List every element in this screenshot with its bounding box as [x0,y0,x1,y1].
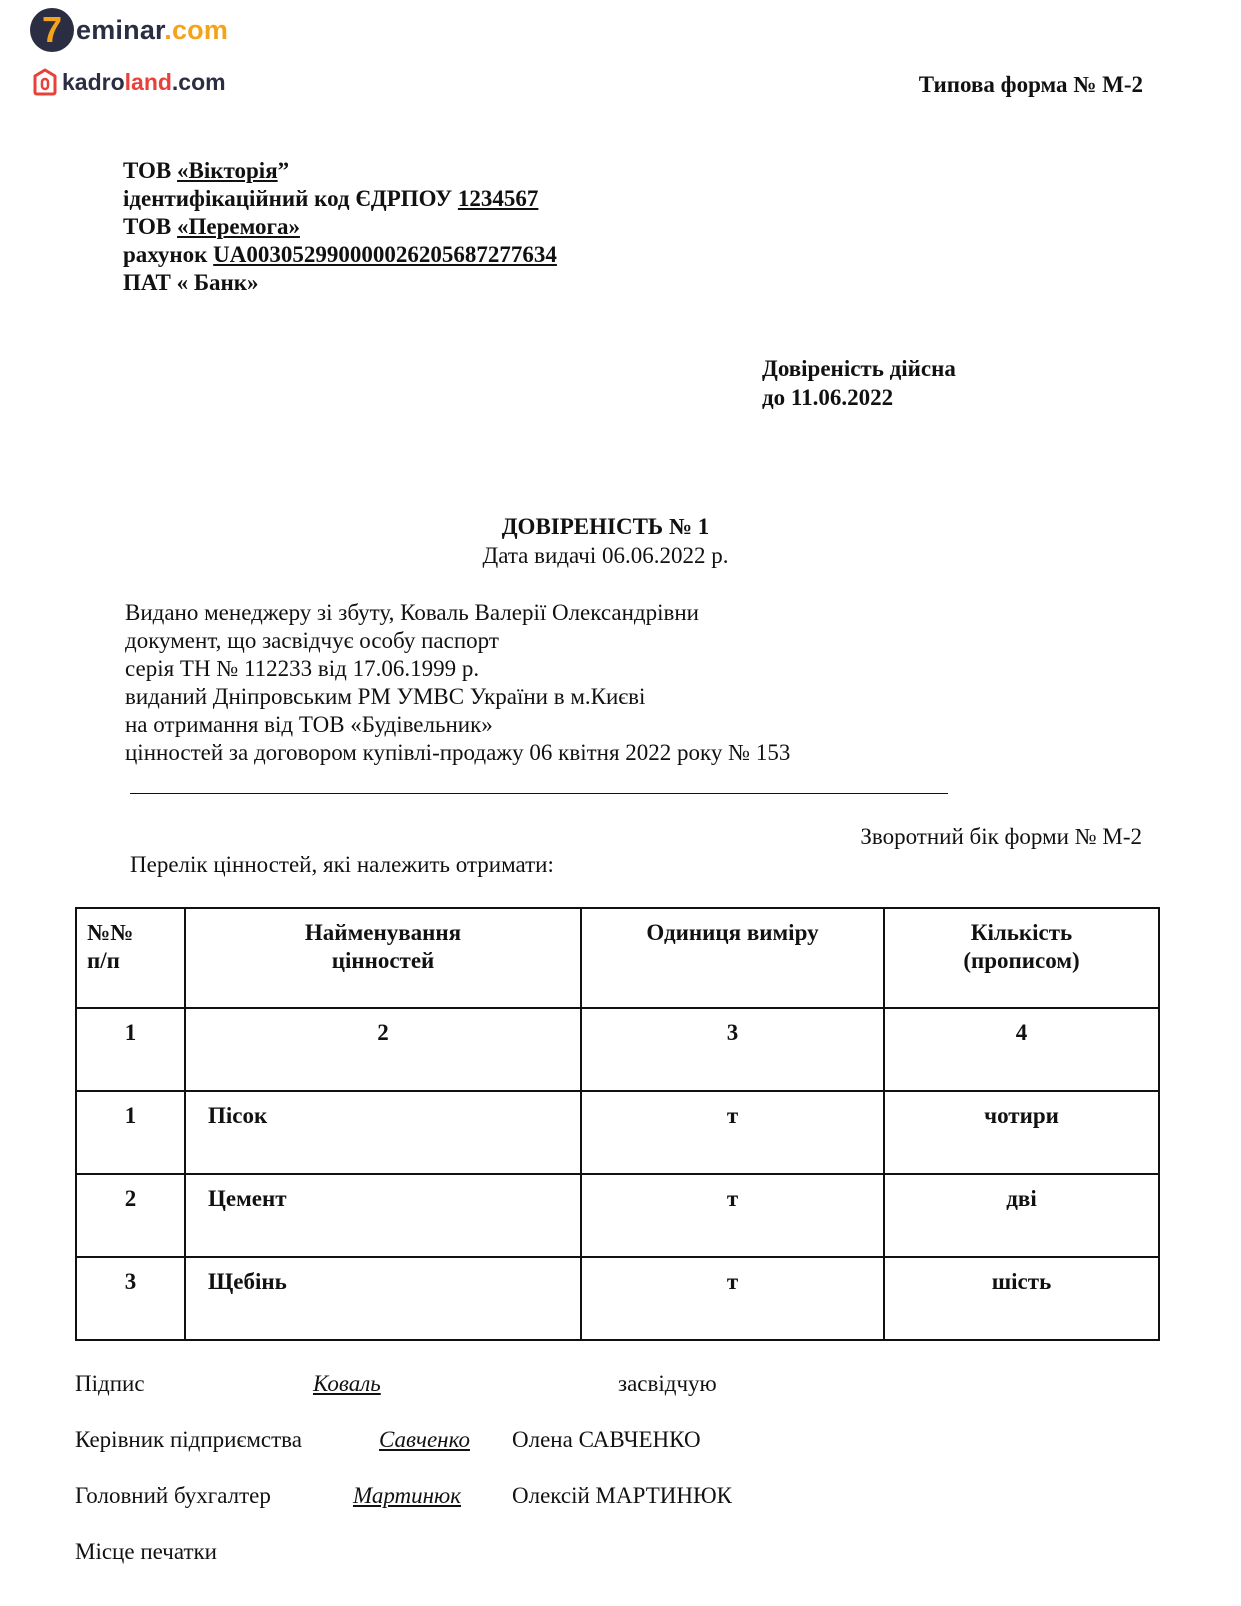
row-item-name: Щебінь [185,1257,581,1340]
issue-date: Дата видачі 06.06.2022 р. [482,543,729,568]
table-row [76,1091,1159,1174]
certify-label: засвідчую [618,1371,717,1396]
column-number: 1 [76,1008,185,1091]
recipient-signature: Коваль [313,1371,381,1396]
validity-line-2: до 11.06.2022 [762,385,894,410]
bank-name: ПАТ « Банк» [123,270,259,295]
kadroland-logo-text: kadroland.com [62,68,226,95]
director-signature: Савченко [379,1427,470,1452]
column-number: 3 [581,1008,884,1091]
org-name: «Вікторія [177,158,278,183]
column-number: 4 [884,1008,1159,1091]
org-line-1: ТОВ «Вікторія” [123,158,290,183]
row-unit: т [581,1091,884,1174]
account-number: UA003052990000026205687277634 [213,242,557,267]
list-title: Перелік цінностей, які належить отримати: [130,852,554,877]
body-line-receive-from: на отримання від ТОВ «Будівельник» [125,712,493,737]
row-item-name: Цемент [185,1174,581,1257]
table-row [76,1257,1159,1340]
kadroland-logo-icon [32,68,58,96]
row-quantity: шість [884,1257,1159,1340]
seminar-logo-text: eminar.com [76,14,229,45]
body-line-contract: цінностей за договором купівлі-продажу 06 квітня 2022 року № 153 [125,740,791,765]
row-unit: т [581,1257,884,1340]
edrpou-code: 1234567 [457,186,539,211]
body-line-issued-by: виданий Дніпровським РМ УМВС України в м.Києві [125,684,646,709]
signature-label: Підпис [75,1371,145,1396]
row-unit: т [581,1174,884,1257]
row-quantity: чотири [884,1091,1159,1174]
kadroland-logo [32,66,226,98]
values-table [75,907,1160,1341]
accountant-signature: Мартинюк [353,1483,462,1508]
director-label: Керівник підприємства [75,1427,302,1452]
blank-line-divider [130,793,948,794]
header-unit: Одиниця виміру [581,908,884,1008]
org-line-4: рахунок UA003052990000026205687277634 [123,242,557,267]
accountant-label: Головний бухгалтер [75,1483,271,1508]
header-number: №№ п/п [76,908,185,1008]
header-name: Найменування цінностей [185,908,581,1008]
header-quantity: Кількість (прописом) [884,908,1159,1008]
table-row [76,1174,1159,1257]
stamp-place-label: Місце печатки [75,1539,217,1564]
seminar-logo-mark: 7 [30,8,74,52]
row-quantity: дві [884,1174,1159,1257]
row-number: 2 [76,1174,185,1257]
director-name: Олена САВЧЕНКО [512,1427,701,1452]
body-line-document: документ, що засвідчує особу паспорт [125,628,499,653]
row-number: 1 [76,1091,185,1174]
form-code: Типова форма № М-2 [918,72,1143,97]
document-title: ДОВІРЕНІСТЬ № 1 [501,514,710,539]
accountant-name: Олексій МАРТИНЮК [512,1483,732,1508]
seminar-logo [30,6,228,54]
column-number: 2 [185,1008,581,1091]
table-header-row [76,908,1159,1008]
validity-line-1: Довіреність дійсна [762,356,956,381]
org-line-3: ТОВ «Перемога» [123,214,300,239]
body-line-series: серія ТН № 112233 від 17.06.1999 р. [125,656,480,681]
payer-name: «Перемога» [177,214,300,239]
body-line-issued-to: Видано менеджеру зі збуту, Коваль Валерії Олександрівни [125,600,699,625]
table-column-numbers-row [76,1008,1159,1091]
org-line-2: ідентифікаційний код ЄДРПОУ 1234567 [123,186,539,211]
row-item-name: Пісок [185,1091,581,1174]
reverse-side-label: Зворотний бік форми № М-2 [860,824,1142,849]
row-number: 3 [76,1257,185,1340]
